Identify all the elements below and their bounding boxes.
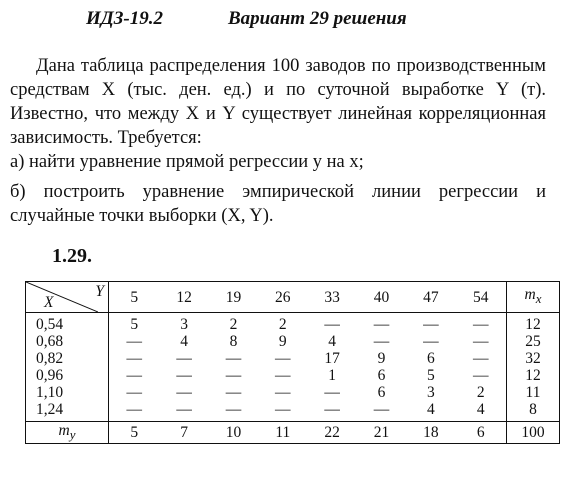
frequency-cell: 1 xyxy=(328,367,337,384)
frequency-cell: — xyxy=(473,367,489,384)
frequency-cell: 4 xyxy=(328,333,337,350)
frequency-cell: — xyxy=(126,350,142,367)
my-value: 22 xyxy=(307,422,356,444)
frequency-cell: 9 xyxy=(278,333,287,350)
mx-header: $m_x$ xyxy=(507,282,560,313)
frequency-cell: — xyxy=(225,350,242,367)
frequency-cell: — xyxy=(373,316,390,333)
corner-cell xyxy=(26,282,109,313)
task-b: б) построить уравнение эмпирической линии регрессии и случайные точки выборки (X, Y). xyxy=(10,182,546,226)
my-value: 11 xyxy=(258,422,307,444)
frequency-cell: 6 xyxy=(377,384,386,401)
frequency-cell: 17 xyxy=(324,350,340,367)
frequency-cell: 2 xyxy=(476,384,485,401)
frequency-cell: — xyxy=(373,401,390,418)
table-row xyxy=(26,384,560,401)
my-value: 18 xyxy=(406,422,455,444)
table-row xyxy=(26,333,560,350)
frequency-cell: — xyxy=(176,367,192,384)
distribution-table xyxy=(25,281,560,444)
frequency-cell: — xyxy=(324,384,340,401)
table-row xyxy=(26,350,560,367)
frequency-cell: — xyxy=(275,350,291,367)
mx-value: 25 xyxy=(507,333,560,350)
frequency-cell: — xyxy=(225,384,242,401)
y-header: 26 xyxy=(258,282,307,313)
header-row xyxy=(26,282,560,313)
frequency-cell: 2 xyxy=(229,316,238,333)
my-value: 21 xyxy=(357,422,406,444)
table-row xyxy=(26,313,560,334)
frequency-cell: — xyxy=(275,384,291,401)
frequency-cell: — xyxy=(176,384,192,401)
frequency-cell: — xyxy=(373,333,390,350)
x-value: 0,68 xyxy=(26,333,109,350)
mx-value: 8 xyxy=(507,401,560,422)
y-header: 19 xyxy=(209,282,258,313)
table-row xyxy=(26,401,560,422)
y-header: 33 xyxy=(307,282,356,313)
x-value: 0,96 xyxy=(26,367,109,384)
mx-value: 11 xyxy=(507,384,560,401)
variant-title: Вариант 29 решения xyxy=(228,8,407,29)
y-header: 12 xyxy=(159,282,208,313)
y-header: 47 xyxy=(406,282,455,313)
frequency-cell: — xyxy=(126,384,142,401)
corner-y-label: Y xyxy=(95,283,104,300)
frequency-cell: 4 xyxy=(426,401,435,418)
assignment-code: ИДЗ-19.2 xyxy=(86,8,164,29)
task-a: а) найти уравнение прямой регрессии y на x; xyxy=(10,152,364,172)
my-value: 5 xyxy=(109,422,160,444)
frequency-cell: — xyxy=(473,316,489,333)
frequency-cell: 6 xyxy=(426,350,435,367)
frequency-cell: — xyxy=(324,316,340,333)
frequency-cell: 8 xyxy=(229,333,238,350)
my-value: 7 xyxy=(159,422,208,444)
corner-x-label: X xyxy=(44,294,54,311)
table-row xyxy=(26,367,560,384)
mx-value: 32 xyxy=(507,350,560,367)
x-value: 1,24 xyxy=(26,401,109,422)
frequency-cell: — xyxy=(473,350,489,367)
frequency-cell: 4 xyxy=(476,401,485,418)
frequency-cell: — xyxy=(324,401,340,418)
total-count: 100 xyxy=(507,422,560,444)
frequency-cell: — xyxy=(275,401,291,418)
corner-diagonal xyxy=(26,282,98,312)
my-label: $m_y$ xyxy=(26,422,109,444)
frequency-cell: 6 xyxy=(377,367,386,384)
frequency-cell: 4 xyxy=(180,333,188,350)
x-value: 0,54 xyxy=(26,313,109,334)
frequency-cell: 3 xyxy=(180,316,188,333)
mx-value: 12 xyxy=(507,367,560,384)
mx-value: 12 xyxy=(507,313,560,334)
frequency-cell: — xyxy=(126,333,142,350)
x-value: 1,10 xyxy=(26,384,109,401)
y-header: 54 xyxy=(456,282,507,313)
frequency-cell: — xyxy=(473,333,489,350)
problem-statement: Дана таблица распределения 100 заводов по производственным средствам X (тыс. ден. ед.) и по суточной выработке Y (т). Известно, что между X и Y существует линейная корреляционная зависимость. Требуется: xyxy=(10,56,546,148)
y-header: 5 xyxy=(109,282,160,313)
frequency-cell: 3 xyxy=(426,384,435,401)
frequency-cell: — xyxy=(225,401,242,418)
x-value: 0,82 xyxy=(26,350,109,367)
frequency-cell: — xyxy=(126,367,142,384)
frequency-cell: 9 xyxy=(377,350,386,367)
frequency-cell: — xyxy=(176,401,192,418)
my-value: 6 xyxy=(456,422,507,444)
task-number: 1.29. xyxy=(52,245,92,267)
frequency-cell: — xyxy=(275,367,291,384)
frequency-cell: — xyxy=(225,367,242,384)
my-value: 10 xyxy=(209,422,258,444)
frequency-cell: 5 xyxy=(130,316,139,333)
frequency-cell: — xyxy=(126,401,142,418)
frequency-cell: 5 xyxy=(426,367,435,384)
frequency-cell: — xyxy=(176,350,192,367)
y-header: 40 xyxy=(357,282,406,313)
frequency-cell: 2 xyxy=(278,316,287,333)
frequency-cell: — xyxy=(423,316,439,333)
frequency-cell: — xyxy=(423,333,439,350)
my-row xyxy=(26,422,560,444)
